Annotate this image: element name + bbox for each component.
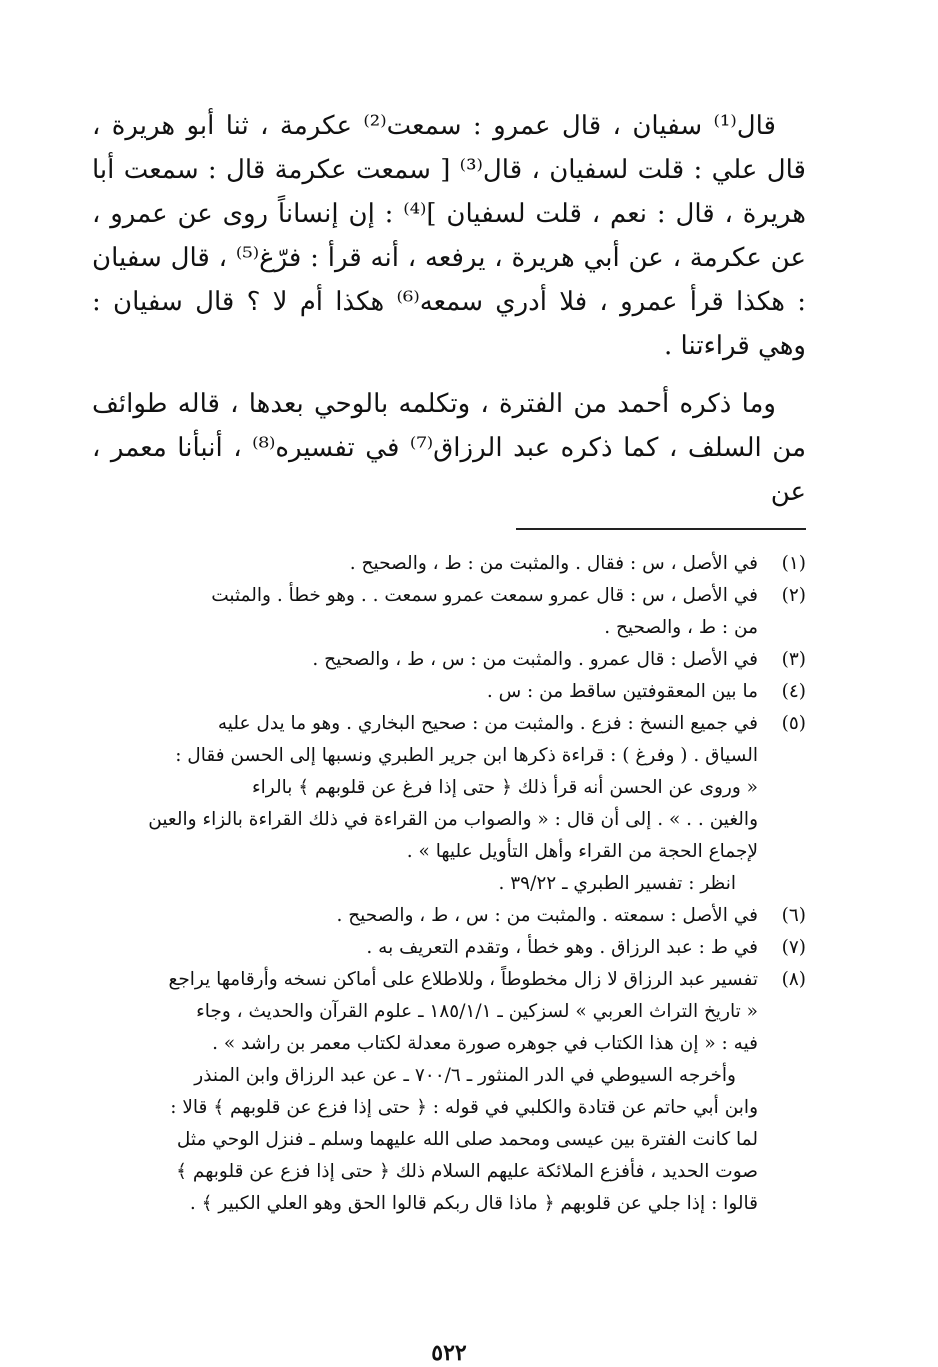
main-paragraph-2: وما ذكره أحمد من الفترة ، وتكلمه بالوحي بعدها ، قاله طوائف من السلف ، كما ذكره عبد الرزاق⁽⁷⁾ في تفسيره⁽⁸⁾ ، أنبأنا معمر ، عن bbox=[92, 389, 807, 507]
page-number: ٥٢٢ bbox=[431, 1340, 467, 1366]
footnote-number: (٨) bbox=[781, 969, 806, 990]
footnote-line: في الأصل ، س : فقال . والمثبت من : ط ، والصحيح . bbox=[349, 553, 758, 574]
footnote-reference: انظر : تفسير الطبري ـ ٣٩/٢٢ . bbox=[498, 873, 736, 894]
footnote-3 bbox=[92, 644, 806, 676]
footnote-8 bbox=[92, 964, 806, 1220]
footnote-line: تفسير عبد الرزاق لا زال مخطوطاً ، وللاطلاع على أماكن نسخه وأرقامها يراجع bbox=[168, 969, 758, 990]
footnote-line: « وروى عن الحسن أنه قرأ ذلك ﴿ حتى إذا فرغ عن قلوبهم ﴾ بالراء bbox=[251, 777, 758, 798]
footnote-7 bbox=[92, 932, 806, 964]
footnote-body bbox=[92, 932, 758, 964]
footnote-line: لإجماع الحجة من القراء وأهل التأويل عليها » . bbox=[406, 841, 758, 862]
footnote-number: (٧) bbox=[781, 937, 806, 958]
footnote-line: وأخرجه السيوطي في الدر المنثور ـ ٧٠٠/٦ ـ عن عبد الرزاق وابن المنذر bbox=[194, 1065, 736, 1086]
footnote-body bbox=[92, 580, 758, 644]
main-paragraph-1: قال⁽¹⁾ سفيان ، قال عمرو : سمعت⁽²⁾ عكرمة ، ثنا أبو هريرة ، قال علي : قلت لسفيان ، قال⁽³⁾ [ سمعت عكرمة قال : سمعت أبا هريرة ، قال : نعم ، قلت لسفيان ]⁽⁴⁾ : إن إنساناً روى عن عمرو ، عن عكرمة ، عن أبي هريرة ، يرفعه ، أنه قرأ : فرّغ⁽⁵⁾ ، قال سفيان : هكذا قرأ عمرو ، فلا أدري سمعه⁽⁶⁾ هكذا أم لا ؟ قال سفيان : وهي قراءتنا . bbox=[92, 111, 806, 361]
footnote-line: السياق . ( وفرغ ) : قراءة ذكرها ابن جرير الطبري ونسبها إلى الحسن فقال : bbox=[175, 745, 758, 766]
footnote-line: في الأصل ، س : قال عمرو سمعت عمرو سمعت . . وهو خطأ . والمثبت bbox=[211, 585, 758, 606]
book-page bbox=[92, 104, 807, 1366]
footnote-number: (٤) bbox=[781, 681, 806, 702]
footnote-line: لما كانت الفترة بين عيسى ومحمد صلى الله عليهما وسلم ـ فنزل الوحي مثل bbox=[176, 1129, 758, 1150]
footnote-line: في الأصل : قال عمرو . والمثبت من : س ، ط ، والصحيح . bbox=[312, 649, 758, 670]
footnote-1 bbox=[92, 548, 806, 580]
footnote-line: صوت الحديد ، فأفزع الملائكة عليهم السلام ذلك ﴿ حتى إذا فزع عن قلوبهم ﴾ bbox=[176, 1161, 758, 1182]
footnote-line: قالوا : إذا جلي عن قلوبهم ﴿ ماذا قال ربكم قالوا الحق وهو العلي الكبير ﴾ . bbox=[189, 1193, 758, 1214]
footnote-line: ما بين المعقوفتين ساقط من : س . bbox=[486, 681, 758, 702]
footnote-number: (٥) bbox=[781, 713, 806, 734]
footnote-number: (٣) bbox=[781, 649, 806, 670]
footnote-line: في ط : عبد الرزاق . وهو خطأ ، وتقدم التعريف به . bbox=[366, 937, 758, 958]
footnote-2 bbox=[92, 580, 806, 644]
footnote-line: فيه : « إن هذا الكتاب في جوهره صورة معدلة لكتاب معمر بن راشد » . bbox=[212, 1033, 758, 1054]
footnote-line: وابن أبي حاتم عن قتادة والكلبي في قوله : ﴿ حتى إذا فزع عن قلوبهم ﴾ قالا : bbox=[170, 1097, 758, 1118]
footnote-body bbox=[92, 900, 758, 932]
footnote-line: في الأصل : سمعته . والمثبت من : س ، ط ، والصحيح . bbox=[336, 905, 758, 926]
footnote-line: « تاريخ التراث العربي » لسزكين ـ ١٨٥/١/١ ـ علوم القرآن والحديث ، وجاء bbox=[196, 1001, 758, 1022]
footnote-line: والغين . . » . إلى أن قال : « والصواب من القراءة في ذلك القراءة بالزاء والعين bbox=[148, 809, 758, 830]
footnotes-list bbox=[92, 548, 806, 1220]
footnote-4 bbox=[92, 676, 806, 708]
footnote-number: (١) bbox=[781, 553, 806, 574]
footnote-6 bbox=[92, 900, 806, 932]
footnote-body bbox=[92, 548, 758, 580]
footnote-body bbox=[92, 644, 758, 676]
footnote-number: (٢) bbox=[781, 585, 806, 606]
footnote-5 bbox=[92, 708, 806, 900]
main-text bbox=[92, 104, 806, 514]
footnote-separator bbox=[516, 528, 806, 530]
footnote-body bbox=[92, 676, 758, 708]
footnote-line: من : ط ، والصحيح . bbox=[604, 617, 758, 638]
footnote-line: في جميع النسخ : فزع . والمثبت من : صحيح البخاري . وهو ما يدل عليه bbox=[217, 713, 758, 734]
footnote-body bbox=[92, 964, 758, 1220]
footnote-number: (٦) bbox=[781, 905, 806, 926]
footnote-body bbox=[92, 708, 758, 900]
